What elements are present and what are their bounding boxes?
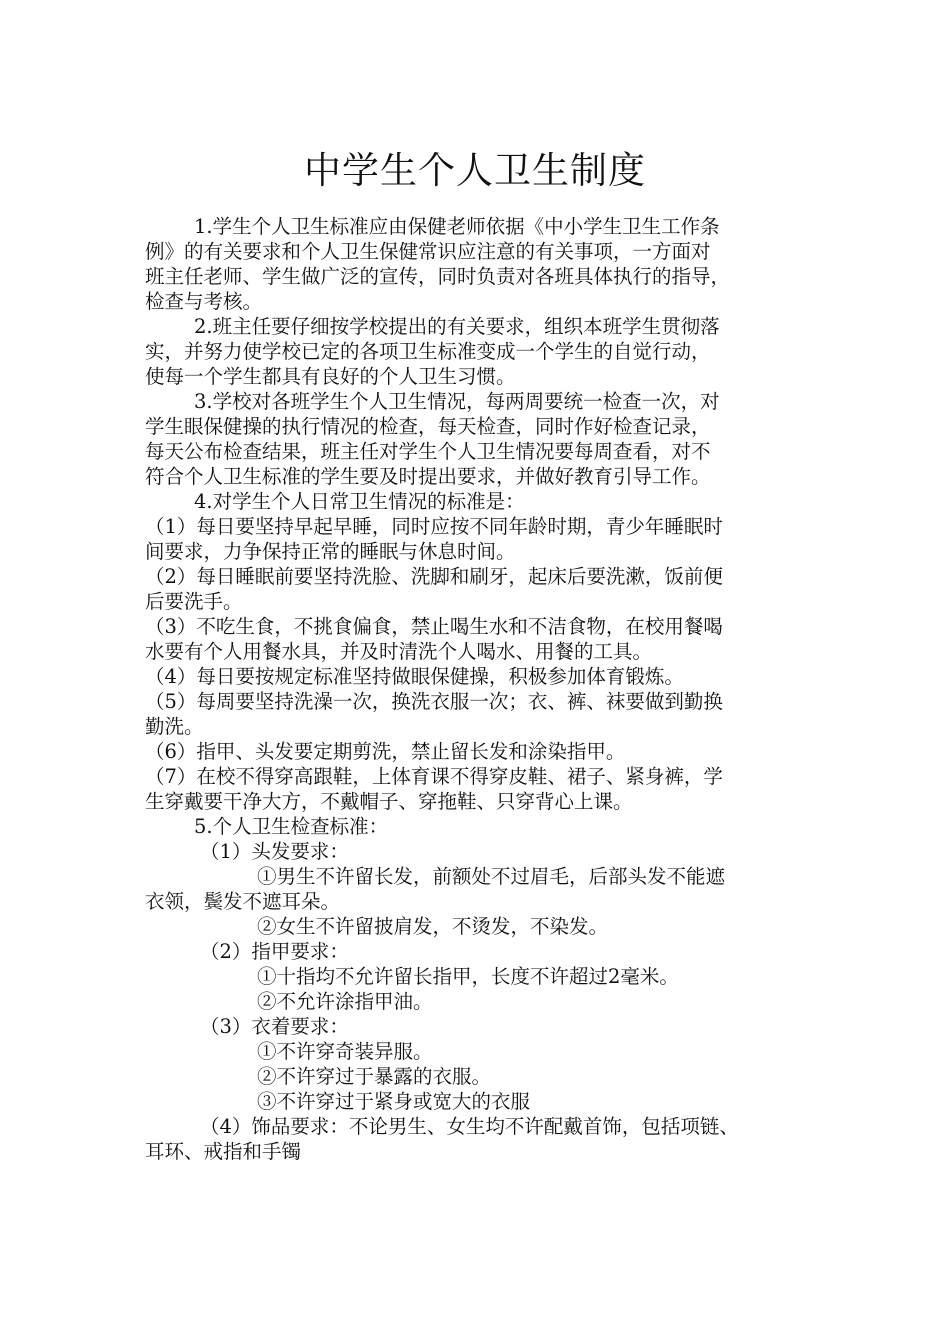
subsection-heading-line: （4）饰品要求：不论男生、女生均不许配戴首饰，包括项链、: [200, 1115, 739, 1138]
paragraph-line: 例》的有关要求和个人卫生保健常识应注意的有关事项，一方面对: [145, 240, 711, 263]
paragraph-line: 符合个人卫生标准的学生要及时提出要求，并做好教育引导工作。: [145, 465, 711, 488]
subsection-heading-line: （1）头发要求：: [200, 840, 349, 863]
sub-item-line: ①十指均不允许留长指甲，长度不许超过2毫米。: [257, 965, 679, 988]
paragraph-line: 使每一个学生都具有良好的个人卫生习惯。: [145, 365, 516, 388]
paragraph-line: 学生眼保健操的执行情况的检查，每天检查，同时作好检查记录，: [145, 415, 711, 438]
sub-item-line: ③不许穿过于紧身或宽大的衣服: [257, 1090, 531, 1113]
sub-item-line: ②不允许涂指甲油。: [257, 990, 433, 1013]
paragraph-line: 1.学生个人卫生标准应由保健老师依据《中小学生卫生工作条: [194, 215, 720, 238]
document-body: [145, 214, 807, 1164]
list-item-line: （1）每日要坚持早起早睡，同时应按不同年龄时期，青少年睡眠时: [145, 515, 723, 538]
list-item-line: 水要有个人用餐水具，并及时清洗个人喝水、用餐的工具。: [145, 640, 653, 663]
list-item-line: （6）指甲、头发要定期剪洗，禁止留长发和涂染指甲。: [145, 740, 626, 763]
list-item-line: （5）每周要坚持洗澡一次，换洗衣服一次；衣、裤、袜要做到勤换: [145, 690, 723, 713]
sub-item-line: 衣领，鬓发不遮耳朵。: [145, 890, 341, 913]
paragraph-line: 检查与考核。: [145, 290, 263, 313]
section-heading-line: 5.个人卫生检查标准：: [194, 815, 389, 838]
sub-item-line: ②女生不许留披肩发，不烫发，不染发。: [257, 915, 609, 938]
paragraph-line: 实，并努力使学校已定的各项卫生标准变成一个学生的自觉行动，: [145, 340, 711, 363]
paragraph-line: 4.对学生个人日常卫生情况的标准是：: [194, 490, 525, 513]
sub-item-line: 耳环、戒指和手镯: [145, 1140, 302, 1163]
list-item-line: 后要洗手。: [145, 590, 243, 613]
list-item-line: （4）每日要按规定标准坚持做眼保健操，积极参加体育锻炼。: [145, 665, 684, 688]
document-title: 中学生个人卫生制度: [304, 149, 646, 192]
list-item-line: 间要求，力争保持正常的睡眠与休息时间。: [145, 540, 516, 563]
paragraph-line: 班主任老师、学生做广泛的宣传，同时负责对各班具体执行的指导，: [145, 265, 731, 288]
paragraph-line: 3.学校对各班学生个人卫生情况，每两周要统一检查一次，对: [194, 390, 720, 413]
sub-item-line: ①男生不许留长发，前额处不过眉毛，后部头发不能遮: [257, 865, 726, 888]
sub-item-line: ②不许穿过于暴露的衣服。: [257, 1065, 492, 1088]
paragraph-line: 2.班主任要仔细按学校提出的有关要求，组织本班学生贯彻落: [194, 315, 720, 338]
list-item-line: 生穿戴要干净大方，不戴帽子、穿拖鞋、只穿背心上课。: [145, 790, 633, 813]
list-item-line: （3）不吃生食，不挑食偏食，禁止喝生水和不洁食物，在校用餐喝: [145, 615, 723, 638]
list-item-line: （2）每日睡眠前要坚持洗脸、洗脚和刷牙，起床后要洗漱，饭前便: [145, 565, 723, 588]
list-item-line: （7）在校不得穿高跟鞋，上体育课不得穿皮鞋、裙子、紧身裤，学: [145, 765, 723, 788]
sub-item-line: ①不许穿奇装异服。: [257, 1040, 433, 1063]
list-item-line: 勤洗。: [145, 715, 204, 738]
subsection-heading-line: （2）指甲要求：: [200, 940, 349, 963]
paragraph-line: 每天公布检查结果，班主任对学生个人卫生情况要每周查看，对不: [145, 440, 711, 463]
subsection-heading-line: （3）衣着要求：: [200, 1015, 349, 1038]
